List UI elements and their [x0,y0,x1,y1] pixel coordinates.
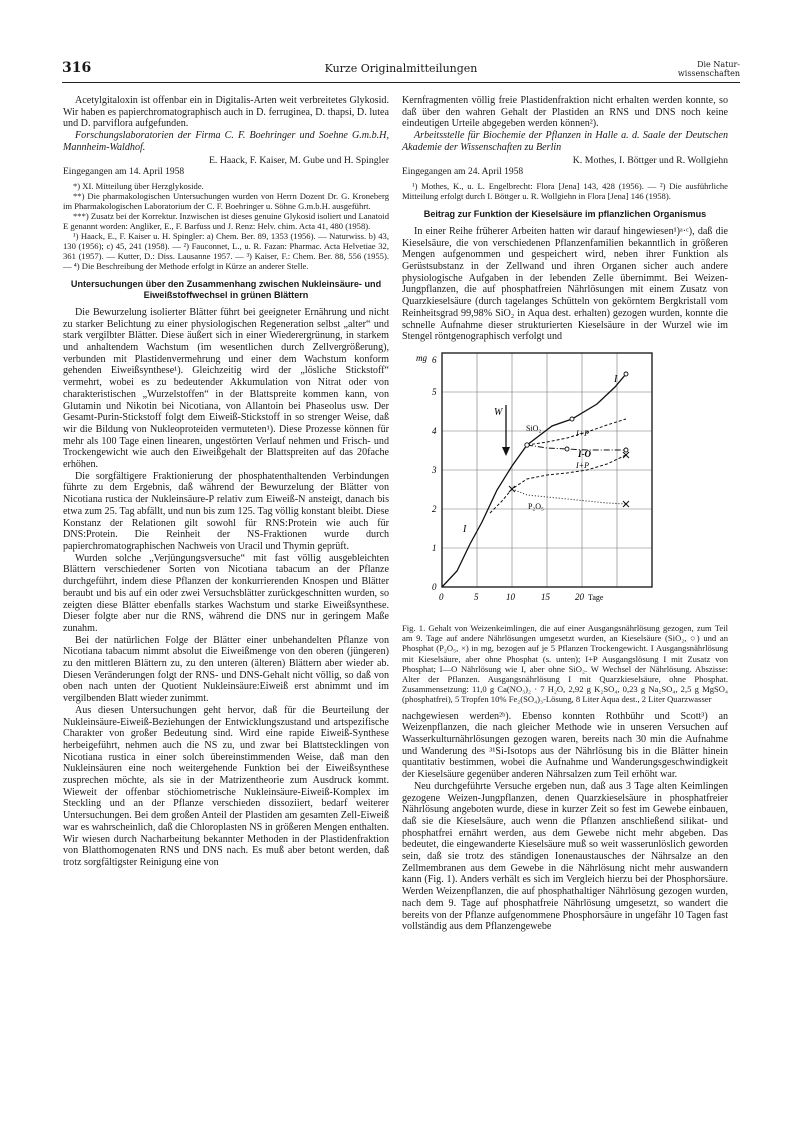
curve-I-lower [442,445,527,587]
y-tick-label: 3 [432,464,437,475]
right-column [402,95,728,933]
w-arrow-head [502,447,510,456]
x-unit-label: Tage [588,592,604,602]
footnote: *) XI. Mitteilung über Herzglykoside. [73,180,204,191]
body-paragraph: Neu durchgeführte Versuche ergeben nun, daß aus 3 Tage alten Keimlingen gezogene Weizen-Jungpflanzen, denen Quarzkieselsäure in phosphatfreier Nährlösung angeboten wurde, diese in kurzer Zeit so fest im Gewebe einbauen, daß sie die Kieselsäure, auch wenn die Pflanzen anschließend silikat- und phosphatfrei ernährt werden, aus dem Gewebe nicht mehr abgeben. Das bedeutet, die eingewanderte Kieselsäure muß so weit wasserunlöslich geworden sein, daß sie trotz des ständigen Ionenaustausches der Nährsalze an den Zellmembranen aus dem Gewebe in die Nährlösung nicht mehr auswandern kann (Fig. 1). Anders verhält es sich im Vergleich hierzu bei der Phosphorsäure. Werden Weizenpflanzen, die auf phosphathaltiger Nährlösung gezogen wurden, nach dem 9. Tage auf phosphatfreie Nährlösung umgesetzt, so wandert die bereits von der Pflanze aufgenommene Phosphorsäure in ungefähr 10 Tagen fast vollständig aus dem Pflanzengewebe [402,780,728,933]
footnote: ¹) Haack, E., F. Kaiser u. H. Spingler: a) Chem. Ber. 89, 1353 (1956). — Naturwiss. b) 43, 130 (1956); c) 45, 241 (1958). — ²) Fauconnet, L., u. R. Fazan: Pharmac. Acta Helvetiae 32, 361 (1957). — Kutter, D.: Diss. Lausanne 1957. — ³) Kaiser, F.: Chem. Ber. 88, 556 (1955). — ⁴) Die Beschreibung der Methode erfolgt in Kürze an anderer Stelle. [63,230,389,271]
data-point-x [623,501,629,507]
label-I: I [463,523,467,535]
affiliation: Arbeitsstelle für Biochemie der Pflanzen in Halle a. d. Saale der Deutschen Akademie der Wissenschaften zu Berlin [402,130,728,153]
data-point-x [623,452,629,458]
data-point [624,372,628,376]
body-paragraph: nachgewiesen werden²ᵇ). Ebenso konnten Rothbühr und Scott³) an Weizenpflanzen, die nach gleicher Methode wie in unseren Versuchen auf Wasserkulturnährlösungen gezogen waren, bereits nach 30 min die Aufnahme und Wanderung des ³¹Si-Isotops aus der Nährlösung bis in die Blätter hinein quantitativ bestimmen, wobei die Aufnahme und Wanderungsgeschwindigkeit der Kieselsäure gegenüber anderen Nährsalzen zum Teil erhöht war. [402,710,728,781]
article-heading: Untersuchungen über den Zusammenhang zwischen Nukleinsäure- und Eiweißstoffwechsel in grünen Blättern [70,278,382,300]
journal-name: Die Natur- wissenschaften [677,60,740,78]
y-tick-label: 2 [432,503,437,514]
page-number: 316 [62,60,92,76]
y-tick-label: 4 [432,425,437,436]
footnote: ¹) Mothes, K., u. L. Engelbrecht: Flora [Jena] 143, 428 (1956). — ²) Die ausführliche Mitteilung erfolgt durch I. Böttger u. R. Wollgiehn in Flora [Jena] 146 (1958). [402,180,728,201]
curve-I-plus-P-lower [490,455,626,513]
label-P2O5: P₂O₅ [528,501,544,511]
x-tick-label: 15 [541,591,550,602]
article-heading: Beitrag zur Funktion der Kieselsäure im pflanzlichen Organismus [423,208,707,219]
footnote: ***) Zusatz bei der Korrektur. Inzwischen ist dieses genuine Glykosid isoliert und Lanatoid E genannt worden: Angliker, E., F. Barfuss und J. Renz: Helv. chim. Acta 41, 480 (1958). [63,210,389,231]
figure-1 [402,349,728,621]
received-date: Eingegangen am 24. April 1958 [402,167,524,178]
data-point [565,447,569,451]
body-paragraph: Aus diesen Untersuchungen geht hervor, daß für die Beurteilung der Nukleinsäure-Eiweiß-Beziehungen der Entwicklungszustand und artspezifische Charakter von großer Bedeutung sind. Wird eine rapide Eiweiß-Synthese herbeigeführt, nehmen auch die NS zu, und zwar bei Blattstecklingen von Nicotiana rustica in einer solch übereinstimmenden Weise, daß man den Nukleinsäuren eine noch weitergehende Funktion bei der Eiweißsynthese zusprechen möchte, als sie in der Matrizentheorie zum Ausdruck kommt. Wieweit der offenbar stöchiometrische Nukleinsäure-Eiweiß-Komplex im Steckling und an der Pflanze verschieden dissoziiert, bedarf weiterer Untersuchungen. Bei dem großen Anteil der Plastiden am gesamten Zell-Eiweiß war es wahrscheinlich, daß die Chloroplasten NS in größeren Mengen enthalten. Wir wiesen durch Nacharbeitung bekannter Methoden in der Plastidenfraktion von Blatthomogenaten RNS und DNS nach. Es muß aber betont werden, daß trotz sorgfältigster Reinigung eine von [63,704,389,868]
x-tick-label: 5 [474,591,479,602]
label-I-plus-P: I+P [576,428,589,438]
body-paragraph: Die sorgfältigere Fraktionierung der phosphatenthaltenden Verbindungen führte zu dem Ergebnis, daß während der Bewurzelung der Blätter von Nicotiana rustica der Nukleinsäure-P relativ zum Eiweiß-N ansteigt, danach bis etwa zum 25. Tag abfällt, und nun bis zum 125. Tag völlig konstant bleibt. Diese Konstanz der Relationen gilt sowohl für RNS:Protein wie auch für DNS:Protein. Die Reinheit der NS-Fraktionen wurde durch papierchromatographischen Nachweis von Uracil und Thymin geprüft. [63,470,389,552]
y-tick-label: 0 [432,581,437,592]
body-paragraph: In einer Reihe früherer Arbeiten hatten wir darauf hingewiesen¹)ᵃ·ᶜ), daß die Kieselsäure, die von verschiedenen Pflanzenfamilien bekanntlich in größeren Mengen aufgenommen und gespeichert wird, neben ihrer Funktion als Gerüstsubstanz in der Zellwand und ihren Organen sicher auch andere physiologische Aufgaben in der lebenden Zelle übernimmt. Bei Weizen-Jungpflanzen, die auf phosphatfreien Nährlösungen mit einem Zusatz von Quarzkieselsäure (durch tagelanges Schütteln von gekörntem Bergkristall vom Reinheitsgrad 99,98% SiO₂ in Aqua dest. erhalten) gezogen wurden, konnte die schnelle Aufnahme dieser strukturierten Kieselsäure in der Wurzel wie im Stengel röntgenographisch verfolgt und [402,225,728,343]
figure-caption [402,623,728,705]
intro-paragraph: Acetylgitaloxin ist offenbar ein in Digitalis-Arten weit verbreitetes Glykosid. Wir haben es papierchromatographisch auch in D. ferruginea, D. thapsi, D. lutea und D. parviflora aufgefunden. [63,95,389,130]
y-unit-label: mg [416,352,427,363]
y-tick-label: 6 [432,354,437,365]
label-I-O: I-O [578,448,591,459]
data-point [624,448,628,452]
y-tick-label: 1 [432,542,437,553]
x-tick-label: 10 [506,591,515,602]
label-I-plus-P: I+P [576,460,589,470]
x-tick-label: 20 [575,591,584,602]
label-W: W [494,406,503,418]
label-I: I [614,373,618,385]
label-SiO2: SiO₂ [526,423,542,433]
figure-plot [402,349,728,621]
lab-affiliation: Forschungslaboratorien der Firma C. F. Boehringer und Soehne G.m.b.H, Mannheim-Waldhof. [63,130,389,153]
body-paragraph: Kernfragmenten völlig freie Plastidenfraktion nicht erhalten werden konnte, so daß über den wahren Gehalt der Plastiden an RNS und DNS noch keine eindeutigen Urteile abgegeben werden können²). [402,95,728,130]
data-point [525,443,529,447]
data-point [570,417,574,421]
left-column [63,95,389,869]
y-tick-label: 5 [432,386,437,397]
x-tick-label: 0 [439,591,444,602]
page-header [62,60,740,83]
authors: K. Mothes, I. Böttger und R. Wollgiehn [572,154,728,166]
running-title: Kurze Originalmitteilungen [324,62,478,75]
curve-I-minus-O [527,445,626,450]
authors: E. Haack, F. Kaiser, M. Gube und H. Spingler [208,154,389,166]
body-paragraph: Die Bewurzelung isolierter Blätter führt bei geeigneter Ernährung und nicht zu starker Belichtung zu einer physiologischen Regeneration selbst „alter“ und stark vergilbter Blätter. Diese äußert sich in einer Wiederergrünung, in starkem und anhaltendem Wachstum (im wesentlichen durch Zellvergrößerung), verbunden mit Plastidenvermehrung und einer dem Wachstum konform gehenden Eiweißsynthese¹). Gleichzeitig wird der „lösliche Stickstoff“ vermehrt, wobei es zu bedeutender Akkumulation von Nitrat oder von charakteristischen „Wurzelstoffen“ in der Blattspreite kommen kann, von Glutamin und Nikotin bei Nicotiana, von Allantoin bei Phaseolus usw. Der Gesamt-Purin-Stickstoff folgt dem Eiweiß-Stickstoff in so strenger Weise, daß wir die Bildung von Nukleoproteiden vermuteten¹). Diese Prozesse können für mehr als 100 Tage einen linearen, ungestörten Verlauf nehmen und Frisch- und Trockengewicht wie auch den Eiweißgehalt der Blattspreiten auf das 20fache erhöhen. [63,306,389,471]
caption-text: Fig. 1. Gehalt von Weizenkeimlingen, die auf einer Ausgangsnährlösung gezogen, zum Teil am 9. Tage auf andere Nährlösungen umgesetzt wurden, an Kieselsäure (SiO₂, ○) und an Phosphat (P₂O₅, ×) in mg, bezogen auf je 5 Pflanzen Trockengewicht. I Ausgangsnährlösung mit Kieselsäure, aber ohne Phosphat (s. unten); I+P Ausgangslösung I mit Zusatz von Phosphat; I—O Nährlösung wie I, aber ohne SiO₂. W Wechsel der Nährlösung. Abszisse: Alter der Pflanzen. Ausgangsnährlösung I mit Quarzkieselsäure, ohne Phosphat. Zusammensetzung: 11,0 g Ca(NO₃)₂ · 7 H₂O, 2,92 g K₂SO₄, 0,23 g Na₂SO₄, 2,5 g MgSO₄ (phosphatfrei), 5 Tropfen 10% Fe₂(SO₄)₃-Lösung, 8 Liter Aqua dest., 2 Liter Quarzwasser [402,622,728,705]
footnote: **) Die pharmakologischen Untersuchungen wurden von Herrn Dozent Dr. G. Kroneberg im Pharmakologischen Laboratorium der C. F. Boehringer u. Söhne G.m.b.H. ausgeführt. [63,190,389,211]
received-date: Eingegangen am 14. April 1958 [63,167,185,178]
body-paragraph: Bei der natürlichen Folge der Blätter einer unbehandelten Pflanze von Nicotiana tabacum nimmt absolut die Eiweißmenge von den oberen (jüngeren) zu den mittleren Blättern zu, zu den unteren (älteren) Blättern aber wieder ab. Diesen Veränderungen folgt der RNS- und DNS-Gehalt nicht völlig, so daß von oben nach unten der Quotient Nukleinsäure:Eiweiß erst abnimmt und im vergilbenden Blatt wieder zunimmt. [63,634,389,705]
body-paragraph: Wurden solche „Verjüngungsversuche“ mit fast völlig ausgebleichten Blättern verschiedener Sorten von Nicotiana tabacum an der Pflanze durchgeführt, indem diese Pflanzen der konkurrierenden Knospen und Blätter beraubt und bis auf ein oder zwei Versuchsblätter zurückgeschnitten wurden, so zeigten diese Blätter ebenfalls starkes Wachstum und starke Eiweißsynthese. Dieser folgte aber nur die RNS, während die DNS nur in geringem Maße zunahm. [63,552,389,634]
